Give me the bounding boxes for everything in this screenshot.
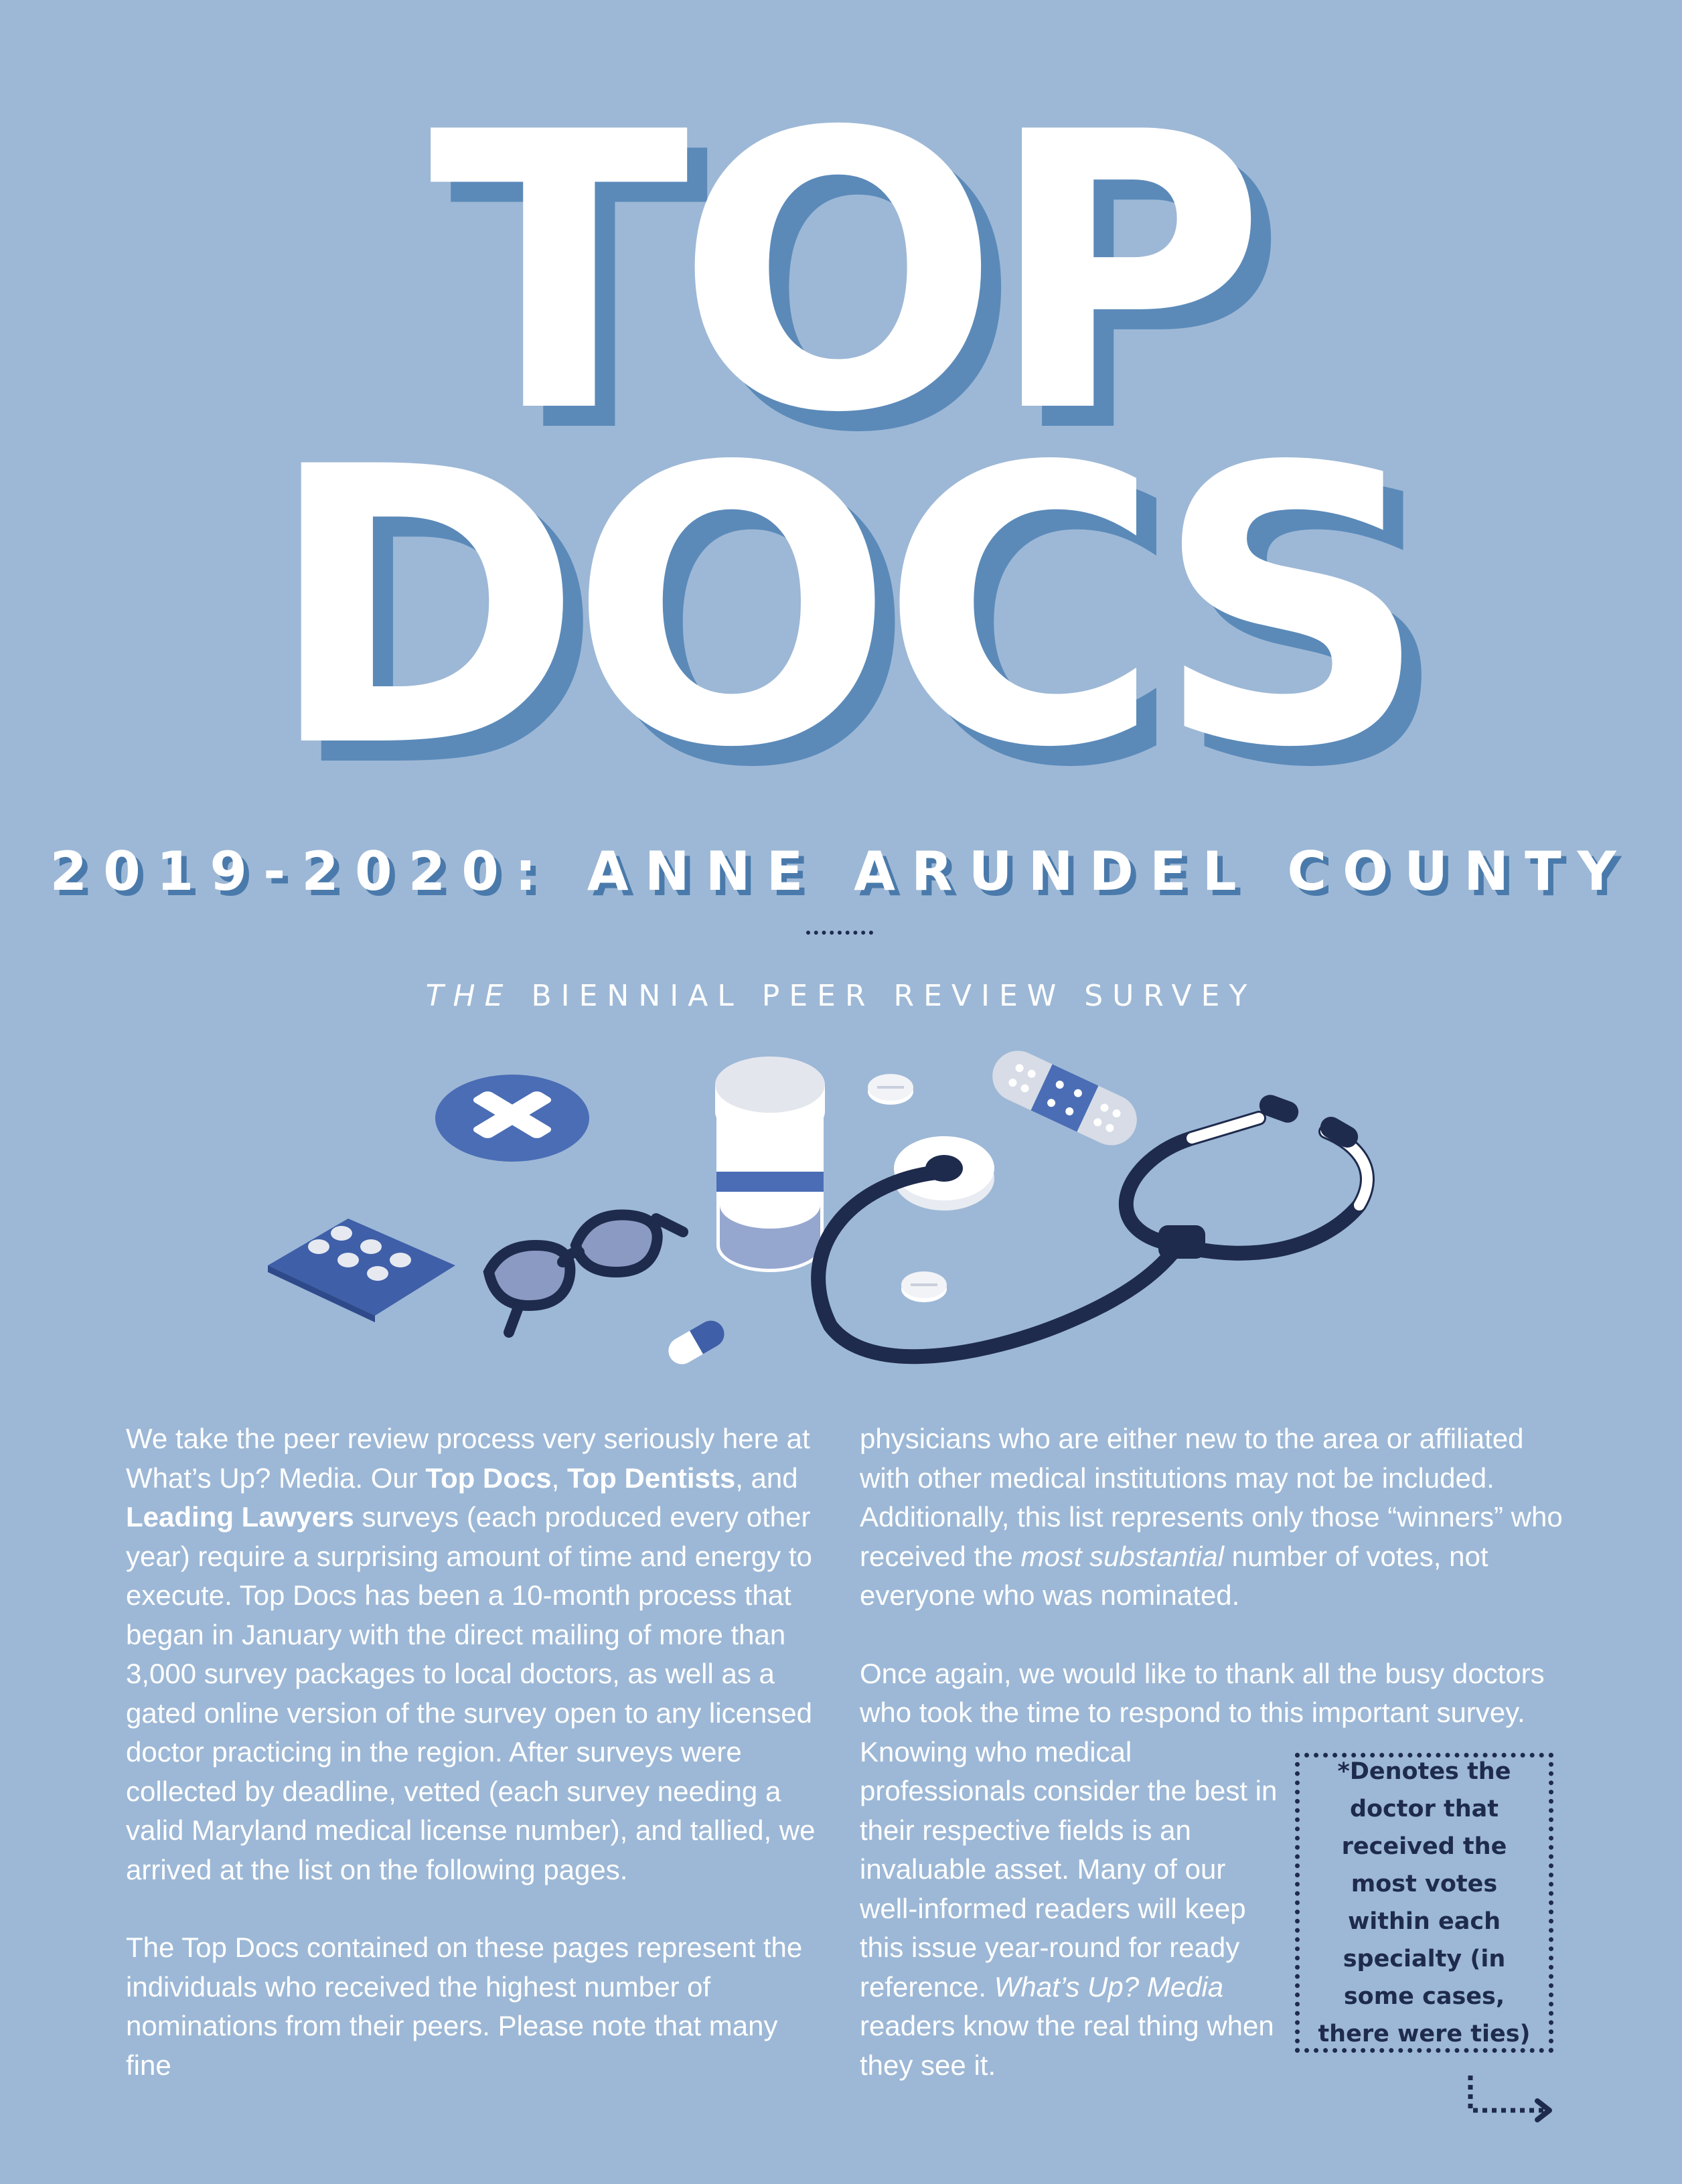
asterisk-note-box — [1295, 1753, 1553, 2053]
body-text: , and — [735, 1462, 798, 1494]
most-substantial-italic: most substantial — [1020, 1540, 1224, 1572]
dotted-divider — [806, 931, 873, 939]
body-text: readers know the real thing when they see it. — [860, 2010, 1274, 2081]
intro-paragraph — [126, 1419, 822, 1889]
thanks-sentence: Once again, we would like to thank all the busy doctors who took the time to respond to this important survey. — [860, 1657, 1545, 1728]
tagline-text: BIENNIAL PEER REVIEW SURVEY — [531, 979, 1257, 1013]
tagline — [0, 979, 1682, 1013]
body-text: surveys (each produced every other year) require a surprising amount of time and energy to execute. Top Docs has been a 10-month process that began in January with the direct mailing of more than 3,000 survey packages to local doctors, as well as a gated online version of the survey open to any licensed doctor practicing in the region. After surveys were collected by deadline, vetted (each survey needing a valid Maryland medical license number), and tallied, we arrived at the list on the following pages. — [126, 1501, 816, 1885]
top-docs-bold: Top Docs — [425, 1462, 552, 1494]
title-top: TOP — [429, 52, 1253, 496]
physicians-paragraph — [860, 1419, 1570, 1616]
cross-badge-icon — [435, 1075, 589, 1162]
body-text: Knowing who medical professionals consider the best in their respective fields is an invaluable asset. Many of our well-informed readers will keep this issue year-round for ready reference. — [860, 1735, 1278, 2003]
whats-up-media-italic: What’s Up? Media — [994, 1970, 1224, 2003]
nominations-paragraph: The Top Docs contained on these pages represent the individuals who received the highest number of nominations from their peers. Please note that many fine — [126, 1932, 803, 2081]
body-text: , — [551, 1462, 567, 1494]
capsule-icon — [664, 1316, 729, 1369]
body-text: number of votes, not everyone who was nominated. — [860, 1540, 1488, 1611]
medical-illustration — [254, 1044, 1433, 1393]
pill-blister-pack-icon — [268, 1219, 455, 1322]
body-text: We take the peer review process very seriously here at What’s Up? Media. Our — [126, 1423, 810, 1494]
title-docs: DOCS — [266, 387, 1416, 831]
dotted-arrow-icon — [1465, 2076, 1559, 2129]
bandage-icon — [984, 1044, 1146, 1154]
leading-lawyers-bold: Leading Lawyers — [126, 1501, 354, 1533]
tagline-prefix: THE — [425, 979, 513, 1013]
eyeglasses-icon — [489, 1215, 683, 1332]
top-dentists-bold: Top Dentists — [566, 1462, 736, 1494]
pill-bottle-icon — [715, 1057, 825, 1272]
body-text: physicians who are either new to the area or affiliated with other medical institutions may not be included. Additionally, this list represents only those “winners” who received the — [860, 1423, 1563, 1572]
readers-paragraph — [860, 1733, 1288, 2086]
subtitle: 2019-2020: ANNE ARUNDEL COUNTY — [50, 840, 1632, 903]
asterisk-note: *Denotes the doctor that received the most votes within each specialty (in some cases, there were ties) — [1318, 1758, 1531, 2047]
body-column-left — [126, 1419, 822, 2124]
